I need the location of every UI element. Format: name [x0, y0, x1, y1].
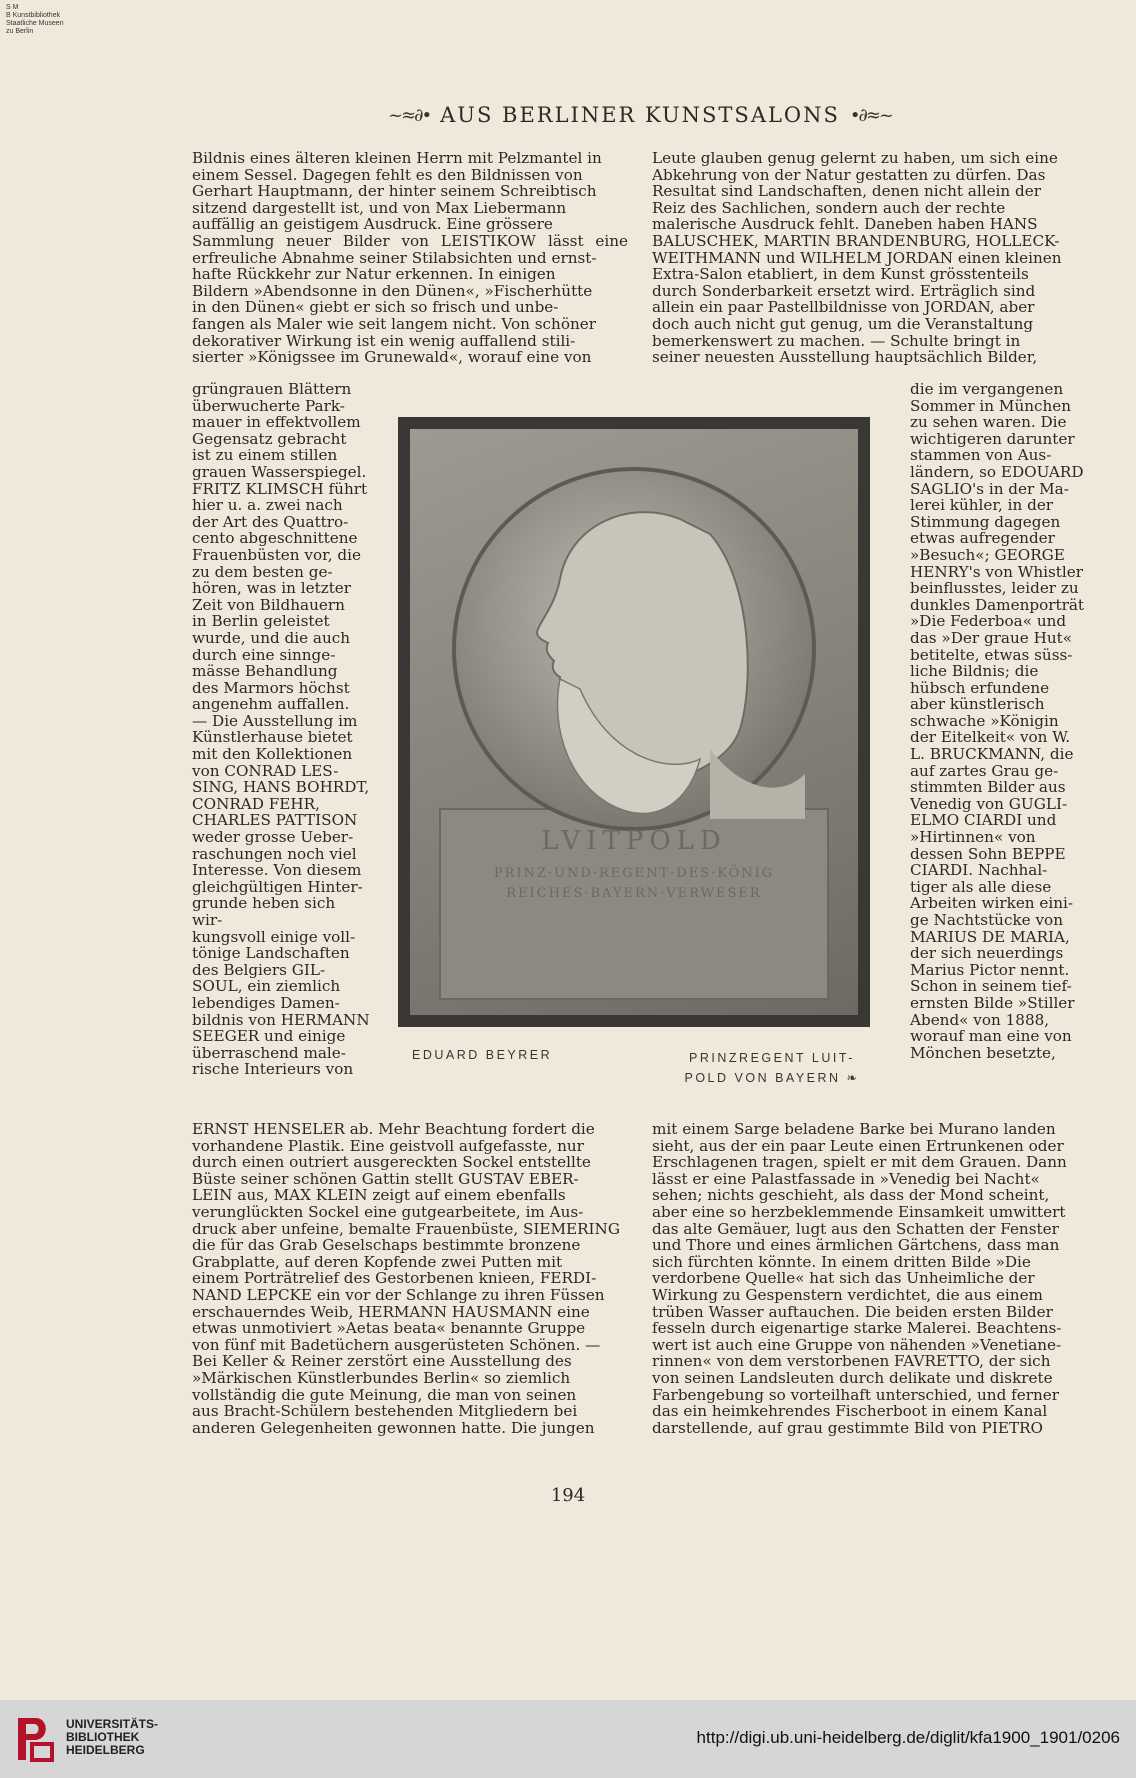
caption-artist: EDUARD BEYRER [412, 1048, 553, 1062]
text-line: fesseln durch eigenartige starke Malerei. Beachtens- [652, 1319, 1062, 1338]
text-line: SEEGER und einige [192, 1027, 346, 1046]
text-line: SAGLIO's in der Ma- [910, 479, 1069, 498]
text-line: in den Dünen« giebt er sich so frisch und unbe- [192, 298, 559, 317]
inscription-line: PRINZ·UND·REGENT·DES·KÖNIG [493, 866, 775, 881]
text-line: grunde heben sich wir- [192, 894, 336, 929]
text-line: mauer in effektvollem [192, 413, 361, 432]
text-line: sich fürchten könnte. In einem dritten Bilde »Die [652, 1252, 1031, 1271]
right-column-top [652, 150, 1088, 366]
caption-line: PRINZREGENT LUIT- [689, 1051, 855, 1065]
text-line: auf zartes Grau ge- [910, 761, 1059, 780]
institution-name [66, 1718, 158, 1757]
text-line: Sammlung neuer Bilder von LEISTIKOW lässt eine erfreuliche Abnahme seiner Stilabsichten und ernst- [192, 231, 628, 267]
stamp-line: S M [6, 4, 19, 11]
text-line: »Hirtinnen« von [910, 828, 1036, 847]
text-line: wichtigeren darunter [910, 429, 1075, 448]
text-line: CHARLES PATTISON [192, 811, 358, 830]
text-line: Interesse. Von diesem [192, 861, 362, 880]
text-line: der Art des Quattro- [192, 512, 349, 531]
text-line: Resultat sind Landschaften, denen nicht allein der [652, 182, 1041, 201]
text-line: überraschend male- [192, 1043, 346, 1062]
text-line: L. BRUCKMANN, die [910, 745, 1074, 764]
text-line: ländern, so EDOUARD [910, 462, 1084, 481]
text-line: Bildnis eines älteren kleinen Herrn mit Pelzmantel in [192, 149, 602, 167]
text-line: Extra-Salon etabliert, in dem Kunst grösstenteils [652, 265, 1029, 284]
text-line: etwas unmotiviert »Aetas beata« benannte Gruppe [192, 1319, 586, 1338]
text-line: sierter »Königssee im Grunewald«, worauf eine von [192, 348, 592, 367]
text-line: anderen Gelegenheiten gewonnen hatte. Die jungen [192, 1418, 595, 1437]
text-line: cento abgeschnittene [192, 529, 358, 548]
text-line: ernsten Bilde »Stiller [910, 993, 1075, 1012]
text-line: verdorbene Quelle« hat sich das Unheimliche der [652, 1269, 1035, 1288]
text-line: und Thore und eines ärmlichen Gärtchens, dass man [652, 1236, 1060, 1255]
text-line: worauf man eine von [910, 1027, 1072, 1046]
text-line: Sommer in München [910, 396, 1072, 415]
page-number: 194 [550, 1485, 586, 1506]
text-line: etwas aufregender [910, 529, 1055, 548]
text-line: die für das Grab Geselschaps bestimmte bronzene [192, 1236, 581, 1255]
text-line: Bei Keller & Reiner zerstört eine Ausstellung des [192, 1352, 572, 1371]
text-line: sehen; nichts geschieht, als dass der Mond scheint, [652, 1186, 1050, 1205]
inscription-line: LVITPOLD [541, 826, 727, 856]
text-line: des Belgiers GIL- [192, 960, 326, 979]
text-line: durch einen outriert ausgereckten Sockel entstellte [192, 1153, 591, 1172]
text-line: kungsvoll einige voll- [192, 927, 356, 946]
text-line: das ein heimkehrendes Fischerboot in einem Kanal [652, 1402, 1048, 1421]
institution-line: HEIDELBERG [66, 1743, 145, 1757]
text-line: sieht, aus der ein paar Leute einen Ertrunkenen oder [652, 1136, 1064, 1155]
text-line: hübsch erfundene [910, 678, 1050, 697]
text-line: grüngrauen Blättern [192, 380, 352, 398]
text-line: dessen Sohn BEPPE [910, 844, 1066, 863]
text-line: Wirkung zu Gespenstern verdichtet, die aus einem [652, 1285, 1043, 1304]
text-line: Marius Pictor nennt. [910, 960, 1070, 979]
text-line: wert ist auch eine Gruppe von nähenden »Venetiane- [652, 1335, 1062, 1354]
text-line: grauen Wasserspiegel. [192, 462, 367, 481]
text-line: dekorativer Wirkung ist ein wenig auffallend stili- [192, 331, 576, 350]
text-line: zu sehen waren. Die [910, 413, 1067, 432]
text-line: Stimmung dagegen [910, 512, 1061, 531]
text-line: rische Interieurs von [192, 1060, 354, 1079]
text-line: mit den Kollektionen [192, 745, 353, 764]
page-title: AUS BERLINER KUNSTSALONS [440, 103, 840, 127]
text-line: dunkles Damenporträt [910, 595, 1085, 614]
text-line: von fünf mit Badetüchern ausgerüsteten Schönen. — [192, 1335, 601, 1354]
running-header [340, 100, 940, 130]
text-line: Grabplatte, auf deren Kopfende zwei Putten mit [192, 1252, 563, 1271]
text-line: hören, was in letzter [192, 579, 352, 598]
text-line: LEIN aus, MAX KLEIN zeigt auf einem ebenfalls [192, 1186, 566, 1205]
text-line: der Eitelkeit« von W. [910, 728, 1071, 747]
text-line: hier u. a. zwei nach [192, 496, 343, 515]
text-line: der sich neuerdings [910, 944, 1064, 963]
left-column-bottom [192, 1121, 628, 1436]
text-line: Erschlagenen tragen, spielt er mit dem Grauen. Dann [652, 1153, 1067, 1172]
text-line: lerei kühler, in der [910, 496, 1054, 515]
text-line: darstellende, auf grau gestimmte Bild von PIETRO [652, 1418, 1043, 1437]
text-line: bildnis von HERMANN [192, 1010, 370, 1029]
stamp-line: B Kunstbibliothek [6, 12, 61, 19]
text-line: mit einem Sarge beladene Barke bei Murano landen [652, 1120, 1056, 1138]
institution-line: BIBLIOTHEK [66, 1730, 140, 1744]
left-column-top [192, 150, 628, 366]
text-line: ELMO CIARDI und [910, 811, 1057, 830]
text-line: Büste seiner schönen Gattin stellt GUSTAV EBER- [192, 1169, 579, 1188]
text-line: tönige Landschaften [192, 944, 350, 963]
text-line: aber eine so herzbeklemmende Einsamkeit umwittert [652, 1202, 1066, 1221]
text-line: ge Nachtstücke von [910, 911, 1063, 929]
text-line: Mönchen besetzte, [910, 1043, 1056, 1062]
text-line: sitzend dargestellt ist, und von Max Liebermann [192, 198, 567, 217]
library-stamp [6, 4, 66, 36]
text-line: malerische Ausdruck fehlt. Daneben haben HANS [652, 215, 1038, 234]
text-line: in Berlin geleistet [192, 612, 330, 631]
text-line: HENRY's von Whistler [910, 562, 1083, 581]
text-line: ist zu einem stillen [192, 446, 338, 465]
text-line: lebendiges Damen- [192, 993, 340, 1012]
text-line: einem Sessel. Dagegen fehlt es den Bildnissen von [192, 165, 583, 184]
text-line: gleichgültigen Hinter- [192, 877, 363, 896]
text-line: auffällig an geistigem Ausdruck. Eine grössere [192, 215, 553, 234]
ornament-right-icon: •∂≈~ [849, 104, 892, 126]
right-column-narrow [910, 381, 1088, 1061]
text-line: stammen von Aus- [910, 446, 1052, 465]
right-column-bottom [652, 1121, 1088, 1436]
text-line: betitelte, etwas süss- [910, 645, 1073, 664]
left-column-narrow [192, 381, 370, 1078]
text-line: aber künstlerisch [910, 695, 1045, 714]
stamp-line: zu Berlin [6, 28, 34, 35]
text-line: das alte Gemäuer, lugt aus den Schatten der Fenster [652, 1219, 1059, 1238]
text-line: »Märkischen Künstlerbundes Berlin« so ziemlich [192, 1368, 571, 1387]
text-line: angenehm auffallen. [192, 695, 350, 714]
text-line: lässt er eine Palastfassade in »Venedig bei Nacht« [652, 1169, 1040, 1188]
text-line: die im vergangenen [910, 380, 1064, 398]
text-line: druck aber unfeine, bemalte Frauenbüste, SIEMERING [192, 1219, 620, 1238]
inscription-line: REICHES·BAYERN·VERWESER [506, 886, 762, 901]
text-line: ERNST HENSELER ab. Mehr Beachtung fordert die [192, 1120, 595, 1138]
text-line: WEITHMANN und WILHELM JORDAN einen kleinen [652, 248, 1062, 267]
text-line: stimmten Bilder aus [910, 778, 1066, 797]
text-line: Zeit von Bildhauern [192, 595, 345, 614]
university-logo-icon [12, 1714, 56, 1764]
text-line: das »Der graue Hut« [910, 628, 1072, 647]
text-line: erschauerndes Weib, HERMANN HAUSMANN eine [192, 1302, 590, 1321]
text-line: Farbengebung so vorteilhaft unterschied, und ferner [652, 1385, 1060, 1404]
text-line: Abend« von 1888, [910, 1010, 1050, 1029]
plate-surface [410, 429, 858, 1015]
text-line: durch eine sinnge- [192, 645, 336, 664]
text-line: CONRAD FEHR, [192, 794, 320, 813]
text-line: Gerhart Hauptmann, der hinter seinem Schreibtisch [192, 182, 597, 201]
text-line: mässe Behandlung [192, 662, 338, 681]
text-line: des Marmors höchst [192, 678, 350, 697]
text-line: verunglückten Sockel eine gutgearbeitete, im Aus- [192, 1202, 584, 1221]
text-line: Reiz des Sachlichen, sondern auch der rechte [652, 198, 1006, 217]
text-line: vollständig die gute Meinung, die man von seinen [192, 1385, 577, 1404]
text-line: tiger als alle diese [910, 877, 1052, 896]
text-line: — Die Ausstellung im [192, 711, 358, 730]
text-line: trüben Wasser auftauchen. Die beiden ersten Bilder [652, 1302, 1053, 1321]
text-line: Künstlerhause bietet [192, 728, 353, 747]
text-line: Abkehrung von der Natur gestatten zu dürfen. Das [652, 165, 1046, 184]
text-line: überwucherte Park- [192, 396, 345, 415]
text-line: SING, HANS BOHRDT, [192, 778, 370, 797]
text-line: »Die Federboa« und [910, 612, 1067, 631]
text-line: FRITZ KLIMSCH führt [192, 479, 368, 498]
text-line: Venedig von GUGLI- [910, 794, 1068, 813]
footer-bar [0, 1700, 1136, 1778]
text-line: BALUSCHEK, MARTIN BRANDENBURG, HOLLECK- [652, 231, 1060, 250]
stamp-line: Staatliche Museen [6, 20, 64, 27]
caption-line: POLD VON BAYERN ❧ [684, 1071, 860, 1085]
text-line: von CONRAD LES- [192, 761, 339, 780]
text-line: CIARDI. Nachhal- [910, 861, 1048, 880]
text-line: schwache »Königin [910, 711, 1059, 730]
ornament-left-icon: ~≈∂• [388, 104, 431, 126]
text-line: Gegensatz gebracht [192, 429, 347, 448]
text-line: beinflusstes, leider zu [910, 579, 1079, 598]
text-line: SOUL, ein ziemlich [192, 977, 341, 996]
text-line: »Besuch«; GEORGE [910, 545, 1065, 564]
relief-plate-image [398, 417, 870, 1027]
text-line: allein ein paar Pastellbildnisse von JORDAN, aber [652, 298, 1035, 317]
text-line: weder grosse Ueber- [192, 828, 354, 847]
text-line: durch Sonderbarkeit ersetzt wird. Erträglich sind [652, 281, 1036, 300]
text-line: vorhandene Plastik. Eine geistvoll aufgefasste, nur [192, 1136, 584, 1155]
text-line: Frauenbüsten vor, die [192, 545, 361, 564]
institution-line: UNIVERSITÄTS- [66, 1717, 159, 1731]
text-line: raschungen noch viel [192, 844, 357, 863]
text-line: wurde, und die auch [192, 628, 351, 647]
text-line: Bildern »Abendsonne in den Dünen«, »Fischerhütte [192, 281, 593, 300]
text-line: seiner neuesten Ausstellung hauptsächlich Bilder, [652, 348, 1038, 367]
source-url-link[interactable]: http://digi.ub.uni-heidelberg.de/diglit/kfa1900_1901/0206 [696, 1728, 1120, 1747]
text-line: einem Porträtrelief des Gestorbenen knieen, FERDI- [192, 1269, 597, 1288]
text-line: Leute glauben genug gelernt zu haben, um sich eine [652, 149, 1058, 167]
text-line: aus Bracht-Schülern bestehenden Mitgliedern bei [192, 1402, 578, 1421]
text-line: von seinen Landsleuten durch delikate und diskrete [652, 1368, 1053, 1387]
text-line: MARIUS DE MARIA, [910, 927, 1070, 946]
text-line: zu dem besten ge- [192, 562, 333, 581]
caption-title [672, 1048, 872, 1088]
text-line: rinnen« von dem verstorbenen FAVRETTO, der sich [652, 1352, 1051, 1371]
text-line: hafte Rückkehr zur Natur erkennen. In einigen [192, 265, 556, 284]
relief-portrait-svg [410, 429, 858, 1015]
text-line: Schon in seinem tief- [910, 977, 1072, 996]
text-line: Arbeiten wirken eini- [910, 894, 1074, 913]
text-line: fangen als Maler wie seit langem nicht. Von schöner [192, 314, 596, 333]
text-line: NAND LEPCKE ein vor der Schlange zu ihren Füssen [192, 1285, 605, 1304]
text-line: bemerkenswert zu machen. — Schulte bringt in [652, 331, 1021, 350]
text-line: doch auch nicht gut genug, um die Veranstaltung [652, 314, 1034, 333]
text-line: liche Bildnis; die [910, 662, 1039, 681]
